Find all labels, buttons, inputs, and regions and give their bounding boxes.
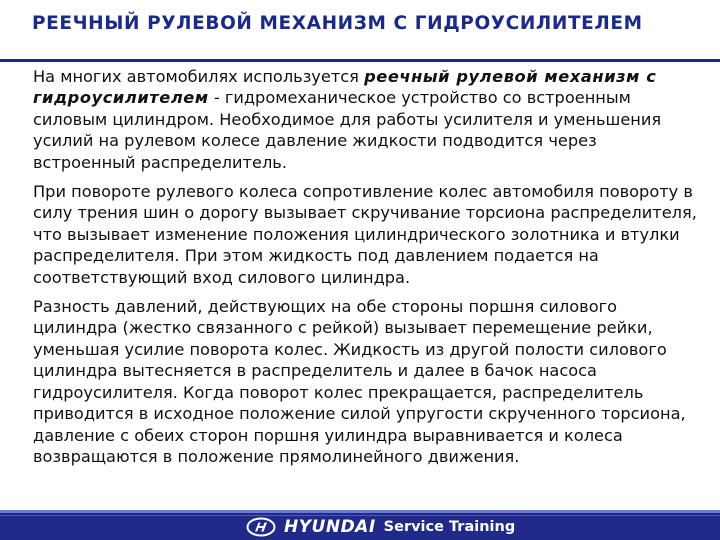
- footer-bar: [0, 510, 720, 540]
- paragraph-1-emphasis: реечный рулевой механизм с гидроусилителем: [33, 67, 657, 108]
- footer-brand: [246, 517, 515, 537]
- paragraph-1: [33, 66, 698, 173]
- title-divider: [0, 59, 720, 62]
- footer-stripe: [0, 510, 720, 513]
- footer-line: [0, 515, 720, 516]
- paragraph-1-rest: - гидромеханическое устройство со встроенным силовым цилиндром. Необходимое для работы усилителя и уменьшения усилий на рулевом колесе давление жидкости подводится через встроенный распределитель.: [33, 88, 662, 172]
- brand-name: HYUNDAI: [284, 517, 376, 537]
- brand-subtitle: Service Training: [383, 519, 516, 535]
- main-content: [33, 66, 698, 475]
- page-title: РЕЕЧНЫЙ РУЛЕВОЙ МЕХАНИЗМ С ГИДРОУСИЛИТЕЛЕМ: [32, 13, 643, 34]
- paragraph-1-lead: На многих автомобилях используется: [33, 67, 365, 86]
- paragraph-2: При повороте рулевого колеса сопротивление колес автомобиля повороту в силу трения шин о дорогу вызывает скручивание торсиона распределителя, что вызывает изменение положения цилиндрического золотника и втулки распределителя. При этом жидкость под давлением подается на соответствующий вход силового цилиндра.: [33, 182, 697, 287]
- hyundai-logo-icon: [246, 517, 276, 537]
- paragraph-3: Разность давлений, действующих на обе стороны поршня силового цилиндра (жестко связанного с рейкой) вызывает перемещение рейки, уменьшая усилие поворота колес. Жидкость из другой полости силового цилиндра вытесняется в распределитель и далее в бачок насоса гидроусилителя. Когда поворот колес прекращается, распределитель приводится в исходное положение силой упругости скрученного торсиона, давление с обеих сторон поршня уилиндра выравнивается и колеса возвращаются в положение прямолинейного движения.: [33, 297, 686, 466]
